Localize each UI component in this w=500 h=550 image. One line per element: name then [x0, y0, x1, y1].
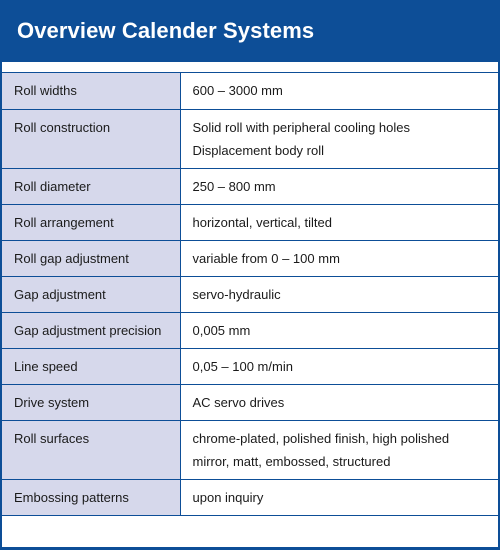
- table-row: [2, 276, 498, 312]
- row-value-line: 0,005 mm: [192, 322, 251, 338]
- row-value-line: 600 – 3000 mm: [192, 83, 283, 98]
- row-label: Line speed: [2, 348, 180, 384]
- panel-title: Overview Calender Systems: [17, 18, 315, 43]
- row-label: Embossing patterns: [2, 479, 180, 515]
- row-label: Roll widths: [2, 73, 180, 109]
- row-label: Gap adjustment: [2, 276, 180, 312]
- table-row: [2, 240, 498, 276]
- row-value-line: horizontal, vertical, tilted: [192, 214, 332, 230]
- row-value-line: Displacement body roll: [192, 142, 325, 158]
- row-value-line: mirror, matt, embossed, structured: [192, 453, 391, 469]
- row-value: [180, 276, 498, 312]
- row-value-line: 250 – 800 mm: [192, 178, 276, 194]
- row-value: [180, 312, 498, 348]
- row-value-line: upon inquiry: [192, 489, 264, 505]
- header-spacer: [2, 62, 498, 73]
- row-value-line: chrome-plated, polished finish, high polished: [192, 430, 450, 446]
- table-row: [2, 420, 498, 479]
- row-value: [180, 109, 498, 168]
- row-label: Roll diameter: [2, 168, 180, 204]
- table-row: [2, 168, 498, 204]
- row-value: [180, 384, 498, 420]
- row-value: [180, 479, 498, 515]
- row-label: Roll arrangement: [2, 204, 180, 240]
- row-value-line: variable from 0 – 100 mm: [192, 250, 340, 266]
- row-value: [180, 168, 498, 204]
- table-row: [2, 479, 498, 515]
- specs-table: [2, 73, 498, 516]
- row-value-line: servo-hydraulic: [192, 286, 281, 302]
- row-value: [180, 204, 498, 240]
- specs-table-body: [2, 73, 498, 515]
- row-label: Roll construction: [2, 109, 180, 168]
- row-value: [180, 240, 498, 276]
- row-label: Roll surfaces: [2, 420, 180, 479]
- table-row: [2, 204, 498, 240]
- panel-header: [2, 0, 498, 62]
- row-value: [180, 420, 498, 479]
- row-label: Roll gap adjustment: [2, 240, 180, 276]
- table-row: [2, 348, 498, 384]
- row-value-line: AC servo drives: [192, 394, 285, 410]
- row-value: [180, 348, 498, 384]
- table-row: [2, 109, 498, 168]
- row-label: Drive system: [2, 384, 180, 420]
- row-value-line: 0,05 – 100 m/min: [192, 358, 293, 374]
- table-row: [2, 312, 498, 348]
- row-label: Gap adjustment precision: [2, 312, 180, 348]
- row-value: [180, 73, 498, 109]
- row-value-line: Solid roll with peripheral cooling holes: [192, 119, 411, 135]
- table-row: [2, 73, 498, 109]
- table-row: [2, 384, 498, 420]
